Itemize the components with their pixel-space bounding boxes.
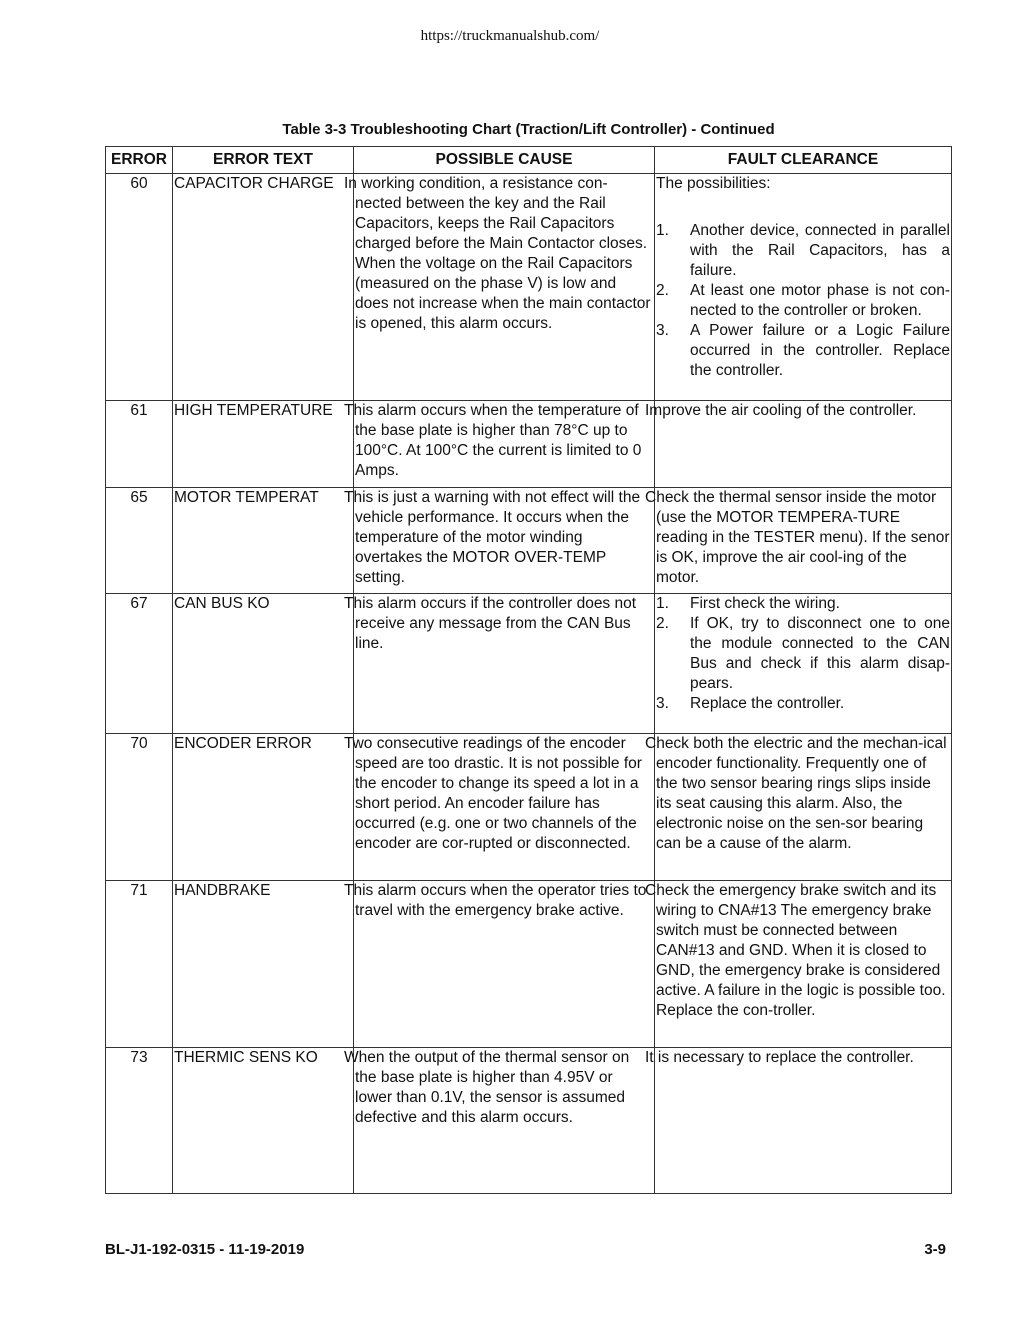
list-text: If OK, try to disconnect one to one the module connected to the CAN Bus and check if this alarm disap-pears. — [690, 615, 950, 692]
column-header-error: ERROR — [106, 147, 173, 174]
column-header-fault-clearance: FAULT CLEARANCE — [655, 147, 952, 174]
table-row — [106, 734, 952, 881]
fault-clearance: Check both the electric and the mechan-ical encoder functionality. Frequently one of the two sensor bearing rings slips inside its seat causing this alarm. Also, the electronic noise on the sen-sor bearing can be a cause of the alarm. — [655, 734, 952, 881]
list-item — [656, 614, 950, 694]
list-text: First check the wiring. — [690, 595, 840, 612]
list-item — [656, 221, 950, 281]
possible-cause: This is just a warning with not effect will the vehicle performance. It occurs when the temperature of the motor winding overtakes the MOTOR OVER-TEMP setting. — [354, 488, 655, 594]
list-text: At least one motor phase is not con-nected to the controller or broken. — [690, 282, 950, 319]
error-text: ENCODER ERROR — [173, 734, 354, 881]
column-header-error-text: ERROR TEXT — [173, 147, 354, 174]
possible-cause: This alarm occurs when the temperature of the base plate is higher than 78°C up to 100°C. At 100°C the current is limited to 0 Amps. — [354, 401, 655, 488]
fault-intro: The possibilities: — [656, 175, 771, 192]
fault-clearance — [655, 174, 952, 401]
possible-cause: In working condition, a resistance con-nected between the key and the Rail Capacitors, keeps the Rail Capacitors charged before the Main Contactor closes. When the voltage on the Rail Capacitors (measured on the phase V) is low and does not increase when the main contactor is opened, this alarm occurs. — [354, 174, 655, 401]
fault-list — [656, 594, 950, 714]
column-header-possible-cause: POSSIBLE CAUSE — [354, 147, 655, 174]
table-header-row — [106, 147, 952, 174]
error-text: THERMIC SENS KO — [173, 1048, 354, 1194]
list-number: 2. — [656, 615, 669, 632]
table-row — [106, 1048, 952, 1194]
list-item — [656, 281, 950, 321]
troubleshooting-table — [105, 146, 952, 1194]
fault-clearance: Check the thermal sensor inside the motor (use the MOTOR TEMPERA-TURE reading in the TESTER menu). If the senor is OK, improve the air cool-ing of the motor. — [655, 488, 952, 594]
table-row — [106, 594, 952, 734]
error-code: 73 — [106, 1048, 173, 1194]
list-number: 3. — [656, 695, 669, 712]
list-number: 3. — [656, 322, 669, 339]
table-title: Table 3-3 Troubleshooting Chart (Traction/Lift Controller) - Continued — [282, 121, 775, 138]
list-text: A Power failure or a Logic Failure occurred in the controller. Replace the controller. — [690, 322, 950, 379]
table-row — [106, 174, 952, 401]
list-item — [656, 321, 950, 381]
error-text: CAN BUS KO — [173, 594, 354, 734]
error-text: CAPACITOR CHARGE — [173, 174, 354, 401]
fault-clearance: Improve the air cooling of the controller. — [655, 401, 952, 488]
fault-list — [656, 221, 950, 381]
error-code: 67 — [106, 594, 173, 734]
list-item — [656, 594, 950, 614]
fault-clearance: Check the emergency brake switch and its wiring to CNA#13 The emergency brake switch must be connected between CAN#13 and GND. When it is closed to GND, the emergency brake is considered active. A failure in the logic is possible too. Replace the con-troller. — [655, 881, 952, 1048]
possible-cause: Two consecutive readings of the encoder speed are too drastic. It is not possible for the encoder to change its speed a lot in a short period. An encoder failure has occurred (e.g. one or two channels of the encoder are cor-rupted or disconnected. — [354, 734, 655, 881]
page-number: 3-9 — [924, 1241, 946, 1258]
fault-clearance: It is necessary to replace the controller. — [655, 1048, 952, 1194]
possible-cause: This alarm occurs if the controller does not receive any message from the CAN Bus line. — [354, 594, 655, 734]
document-id: BL-J1-192-0315 - 11-19-2019 — [105, 1241, 305, 1258]
list-number: 2. — [656, 282, 669, 299]
table-row — [106, 488, 952, 594]
error-code: 61 — [106, 401, 173, 488]
table-row — [106, 401, 952, 488]
error-code: 65 — [106, 488, 173, 594]
possible-cause: When the output of the thermal sensor on the base plate is higher than 4.95V or lower than 0.1V, the sensor is assumed defective and this alarm occurs. — [354, 1048, 655, 1194]
list-text: Another device, connected in parallel with the Rail Capacitors, has a failure. — [690, 222, 950, 279]
error-text: HANDBRAKE — [173, 881, 354, 1048]
error-code: 60 — [106, 174, 173, 401]
list-item — [656, 694, 950, 714]
list-number: 1. — [656, 595, 669, 612]
fault-clearance — [655, 594, 952, 734]
error-text: MOTOR TEMPERAT — [173, 488, 354, 594]
source-url[interactable]: https://truckmanualshub.com/ — [420, 28, 600, 44]
error-code: 70 — [106, 734, 173, 881]
table-row — [106, 881, 952, 1048]
error-code: 71 — [106, 881, 173, 1048]
error-text: HIGH TEMPERATURE — [173, 401, 354, 488]
list-text: Replace the controller. — [690, 695, 845, 712]
possible-cause: This alarm occurs when the operator tries to travel with the emergency brake active. — [354, 881, 655, 1048]
list-number: 1. — [656, 222, 669, 239]
